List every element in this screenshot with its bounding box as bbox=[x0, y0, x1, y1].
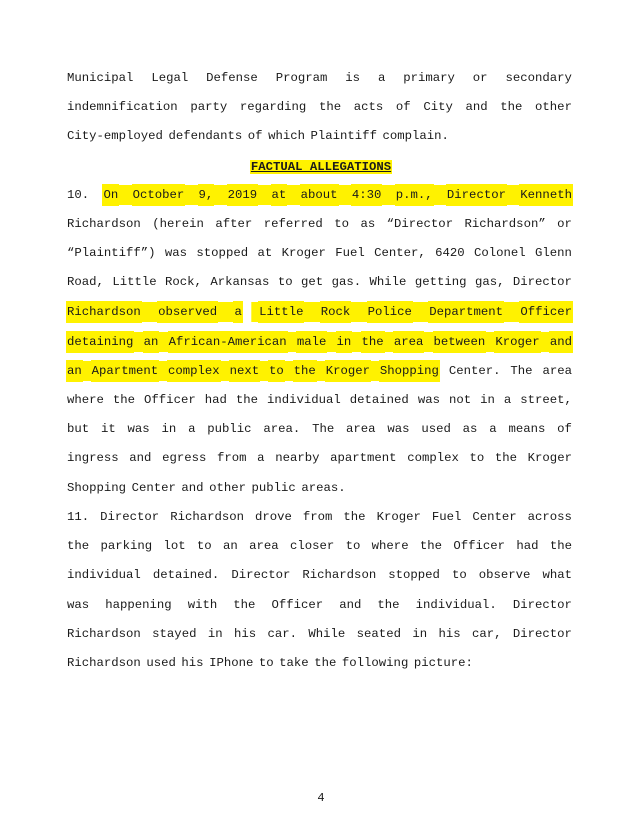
word: from bbox=[217, 451, 247, 465]
word: detaining bbox=[67, 332, 133, 352]
word: defendants bbox=[168, 129, 243, 143]
word: The bbox=[312, 422, 335, 436]
word: individual. bbox=[415, 598, 497, 612]
text-line bbox=[67, 126, 572, 146]
word: in bbox=[412, 627, 428, 641]
word: Director bbox=[447, 185, 506, 205]
word: and bbox=[550, 332, 572, 352]
text-line bbox=[67, 507, 572, 527]
word: and bbox=[339, 598, 362, 612]
word: Richardson bbox=[67, 656, 141, 670]
word: 6420 bbox=[435, 246, 465, 260]
word: stopped bbox=[196, 246, 249, 260]
word: gas. bbox=[331, 275, 362, 289]
word: IPhone bbox=[209, 656, 254, 670]
word: 10. bbox=[67, 188, 90, 202]
word: his bbox=[181, 656, 204, 670]
word: in bbox=[207, 627, 223, 641]
word: the bbox=[362, 332, 384, 352]
word: an bbox=[223, 539, 238, 553]
word: to bbox=[469, 451, 485, 465]
word: “Director bbox=[386, 217, 454, 231]
word: and bbox=[465, 100, 488, 114]
word: picture: bbox=[413, 656, 473, 670]
word: a bbox=[188, 422, 196, 436]
word: egress bbox=[162, 451, 207, 465]
word: was bbox=[417, 393, 440, 407]
word: in bbox=[337, 332, 352, 352]
word: Rock bbox=[321, 302, 351, 322]
word: Arkansas bbox=[210, 275, 270, 289]
word: closer bbox=[289, 539, 335, 553]
word: detained bbox=[349, 393, 409, 407]
word: African-American bbox=[169, 332, 287, 352]
word: Little bbox=[259, 302, 303, 322]
word: is bbox=[345, 71, 361, 85]
word: used bbox=[421, 422, 451, 436]
word: Shopping bbox=[67, 481, 127, 495]
word: Program bbox=[275, 71, 328, 85]
word: where bbox=[371, 539, 409, 553]
word: other bbox=[535, 100, 572, 114]
word: the bbox=[377, 598, 400, 612]
text-line bbox=[67, 624, 572, 644]
text-line bbox=[67, 653, 572, 673]
word: party bbox=[190, 100, 228, 114]
section-heading: FACTUAL ALLEGATIONS bbox=[250, 160, 392, 174]
word: Richardson bbox=[67, 627, 141, 641]
word: Richardson bbox=[302, 568, 377, 582]
word: the bbox=[314, 656, 337, 670]
word: which bbox=[268, 129, 305, 143]
word: take bbox=[279, 656, 309, 670]
word: Kroger bbox=[326, 361, 370, 381]
word: seated bbox=[356, 627, 401, 641]
text-line bbox=[67, 419, 572, 439]
word: Kroger bbox=[281, 246, 326, 260]
word: Center bbox=[472, 510, 517, 524]
word: Kenneth bbox=[520, 185, 572, 205]
word: p.m., bbox=[396, 185, 433, 205]
word: happening bbox=[105, 598, 172, 612]
word: the bbox=[294, 361, 316, 381]
word: Richardson bbox=[170, 510, 244, 524]
word: Richardson bbox=[67, 217, 141, 231]
word: was bbox=[164, 246, 188, 260]
word: complain. bbox=[382, 129, 449, 143]
word: Department bbox=[429, 302, 503, 322]
word: Fuel bbox=[431, 510, 462, 524]
word: next bbox=[230, 361, 260, 381]
word: area bbox=[346, 422, 376, 436]
word: a bbox=[489, 422, 497, 436]
text-line bbox=[67, 448, 572, 468]
word: was bbox=[67, 598, 90, 612]
word: car. bbox=[267, 627, 298, 641]
word: While bbox=[308, 627, 346, 641]
text-line bbox=[67, 536, 572, 556]
word: Road, bbox=[67, 275, 104, 289]
word: areas. bbox=[301, 481, 346, 495]
text-line bbox=[67, 595, 572, 615]
word: Kroger bbox=[495, 332, 539, 352]
word: not bbox=[448, 393, 472, 407]
word: street, bbox=[520, 393, 572, 407]
word: Glenn bbox=[535, 246, 572, 260]
word: detained. bbox=[152, 568, 220, 582]
word: male bbox=[297, 332, 327, 352]
word: an bbox=[67, 361, 82, 381]
word: ingress bbox=[67, 451, 119, 465]
word: a bbox=[257, 451, 265, 465]
word: While bbox=[369, 275, 407, 289]
word: area. bbox=[263, 422, 301, 436]
word: Director bbox=[512, 627, 572, 641]
word: individual bbox=[67, 568, 141, 582]
word: as bbox=[462, 422, 478, 436]
word: Police bbox=[368, 302, 412, 322]
word: Officer bbox=[144, 393, 196, 407]
word: Officer bbox=[271, 598, 324, 612]
text-line bbox=[67, 214, 572, 234]
word: Legal bbox=[151, 71, 189, 85]
word: an bbox=[144, 332, 159, 352]
word: to bbox=[334, 217, 349, 231]
word: the bbox=[343, 510, 366, 524]
word: Officer bbox=[453, 539, 506, 553]
word: complex bbox=[407, 451, 459, 465]
word: 9, bbox=[199, 185, 214, 205]
word: between bbox=[434, 332, 486, 352]
word: with bbox=[187, 598, 218, 612]
text-line bbox=[67, 302, 572, 322]
text-line bbox=[67, 272, 572, 292]
word: City bbox=[423, 100, 453, 114]
word: Director bbox=[512, 275, 572, 289]
text-line bbox=[67, 68, 572, 88]
word: of bbox=[557, 422, 572, 436]
word: to bbox=[345, 539, 361, 553]
word: car, bbox=[471, 627, 502, 641]
word: Richardson bbox=[67, 302, 141, 322]
text-line bbox=[67, 97, 572, 117]
word: Municipal bbox=[67, 71, 134, 85]
word: a bbox=[377, 71, 386, 85]
word: individual bbox=[266, 393, 341, 407]
word: it bbox=[100, 422, 116, 436]
word: of bbox=[247, 129, 263, 143]
word: in bbox=[480, 393, 495, 407]
word: On bbox=[103, 185, 118, 205]
word: apartment bbox=[330, 451, 397, 465]
word: observed bbox=[158, 302, 217, 322]
word: but bbox=[67, 422, 90, 436]
word: about bbox=[301, 185, 338, 205]
word: and bbox=[129, 451, 152, 465]
word: Little bbox=[112, 275, 157, 289]
word: public bbox=[251, 481, 296, 495]
word: the bbox=[235, 393, 258, 407]
page-number: 4 bbox=[317, 791, 325, 805]
word: Center bbox=[131, 481, 176, 495]
word: The bbox=[510, 364, 533, 378]
word: following bbox=[341, 656, 409, 670]
word: getting bbox=[414, 275, 467, 289]
text-line bbox=[67, 243, 572, 263]
word: Director bbox=[100, 510, 160, 524]
text-line bbox=[67, 361, 572, 381]
word: the bbox=[500, 100, 523, 114]
word: Richardson” bbox=[464, 217, 546, 231]
word: stayed bbox=[152, 627, 197, 641]
text-line bbox=[67, 332, 572, 352]
word: City-employed bbox=[67, 129, 163, 143]
word: as bbox=[360, 217, 376, 231]
word: Director bbox=[512, 598, 572, 612]
word: the bbox=[112, 393, 136, 407]
word: Shopping bbox=[380, 361, 439, 381]
text-line bbox=[67, 478, 572, 498]
word: Rock, bbox=[165, 275, 202, 289]
word: after bbox=[215, 217, 253, 231]
word: 4:30 bbox=[352, 185, 382, 205]
word: to bbox=[269, 361, 284, 381]
word: to bbox=[196, 539, 212, 553]
word: Plaintiff bbox=[310, 129, 377, 143]
word: area bbox=[249, 539, 279, 553]
word: where bbox=[67, 393, 104, 407]
word: of bbox=[395, 100, 411, 114]
word: a bbox=[234, 302, 241, 322]
word: secondary bbox=[505, 71, 572, 85]
text-line bbox=[67, 565, 572, 585]
word: in bbox=[161, 422, 177, 436]
word: area bbox=[394, 332, 424, 352]
word: his bbox=[233, 627, 257, 641]
word: the bbox=[549, 539, 572, 553]
word: “Plaintiff”) bbox=[67, 246, 156, 260]
word: 11. bbox=[67, 510, 90, 524]
word: stopped bbox=[388, 568, 440, 582]
word: what bbox=[542, 568, 572, 582]
word: primary bbox=[403, 71, 455, 85]
word: was bbox=[387, 422, 410, 436]
word: acts bbox=[353, 100, 384, 114]
word: his bbox=[438, 627, 461, 641]
word: Apartment bbox=[92, 361, 158, 381]
word: observe bbox=[478, 568, 531, 582]
word: Center. bbox=[448, 364, 501, 378]
word: nearby bbox=[275, 451, 320, 465]
word: to bbox=[258, 656, 274, 670]
word: Director bbox=[231, 568, 291, 582]
word: area bbox=[542, 364, 572, 378]
word: get bbox=[301, 275, 324, 289]
word: Defense bbox=[206, 71, 258, 85]
word: October bbox=[133, 185, 185, 205]
word: parking bbox=[100, 539, 153, 553]
word: had bbox=[204, 393, 227, 407]
word: public bbox=[207, 422, 252, 436]
word: or bbox=[557, 217, 572, 231]
word: drove bbox=[254, 510, 292, 524]
word: gas, bbox=[474, 275, 505, 289]
word: was bbox=[127, 422, 150, 436]
word: to bbox=[277, 275, 293, 289]
word: used bbox=[146, 656, 176, 670]
word: (herein bbox=[152, 217, 204, 231]
text-line bbox=[67, 185, 572, 205]
word: means bbox=[508, 422, 546, 436]
word: the bbox=[233, 598, 256, 612]
word: indemnification bbox=[67, 100, 178, 114]
word: or bbox=[472, 71, 488, 85]
word: the bbox=[419, 539, 443, 553]
word: had bbox=[516, 539, 539, 553]
word: at bbox=[257, 246, 273, 260]
word: Fuel bbox=[335, 246, 365, 260]
text-line bbox=[67, 390, 572, 410]
word: Officer bbox=[520, 302, 572, 322]
word: the bbox=[67, 539, 90, 553]
word: Kroger bbox=[527, 451, 572, 465]
word: regarding bbox=[239, 100, 307, 114]
word: other bbox=[209, 481, 246, 495]
word: the bbox=[318, 100, 342, 114]
word: across bbox=[527, 510, 572, 524]
word: from bbox=[302, 510, 333, 524]
word: to bbox=[451, 568, 467, 582]
word: Colonel bbox=[474, 246, 526, 260]
word: Center, bbox=[374, 246, 426, 260]
word: lot bbox=[163, 539, 186, 553]
word: and bbox=[181, 481, 204, 495]
word: Kroger bbox=[376, 510, 421, 524]
word: at bbox=[272, 185, 287, 205]
word: referred bbox=[263, 217, 323, 231]
word: a bbox=[503, 393, 512, 407]
word: the bbox=[494, 451, 518, 465]
word: complex bbox=[168, 361, 220, 381]
word: 2019 bbox=[228, 185, 258, 205]
